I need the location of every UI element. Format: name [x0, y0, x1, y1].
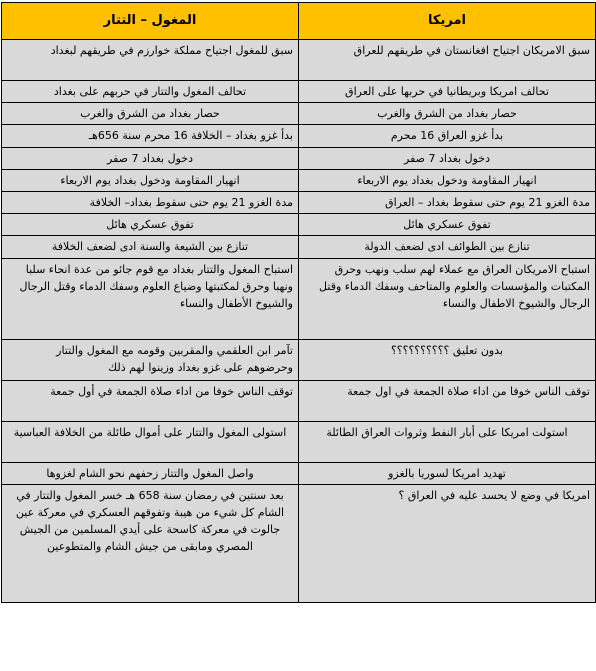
table-row: [2, 339, 596, 380]
table-row: [2, 169, 596, 191]
cell-mongols: تحالف المغول والتتار في حربهم على بغداد: [2, 81, 299, 103]
cell-mongols: سبق للمغول اجتياح مملكة خوارزم في طريقهم لبغداد: [2, 40, 299, 81]
cell-mongols: تنازع بين الشيعة والسنة ادى لضعف الخلافة: [2, 236, 299, 258]
cell-america: مدة الغزو 21 يوم حتى سقوط بغداد – العراق: [299, 192, 596, 214]
cell-america: توقف الناس خوفا من اداء صلاة الجمعة في اول جمعة: [299, 380, 596, 421]
table-row: [2, 421, 596, 462]
table-row: [2, 81, 596, 103]
table-row: [2, 380, 596, 421]
table-row: [2, 258, 596, 339]
cell-america: تنازع بين الطوائف ادى لضعف الدولة: [299, 236, 596, 258]
cell-mongols: تآمر ابن العلقمي والمقربين وقومه مع المغول والتتار وحرضوهم على غزو بغداد وزينوا لهم ذلك: [2, 339, 299, 380]
cell-mongols: استباح المغول والتتار بغداد مع قوم جائو من عدة انحاء سلبا ونهبا وحرق لمكتبتها وضياع العلوم وسفك الدماء وقتل الرجال والشيوخ الأطفال والنساء: [2, 258, 299, 339]
cell-america: بدأ غزو العراق 16 محرم: [299, 125, 596, 147]
cell-mongols: انهيار المقاومة ودخول بغداد يوم الاربعاء: [2, 169, 299, 191]
header-mongols: المغول – التتار: [2, 3, 299, 40]
table-row: [2, 147, 596, 169]
cell-america: بدون تعليق ؟؟؟؟؟؟؟؟؟؟: [299, 339, 596, 380]
table-row: [2, 40, 596, 81]
cell-mongols: بعد سنتين في رمضان سنة 658 هـ خسر المغول والتتار في الشام كل شيء من هيبة وتفوقهم العسكري في معركة عين جالوت في معركة كاسحة على أيدي المسلمين من الجيش المصري ومابقى من جيش الشام والمتطوعين: [2, 484, 299, 602]
table-row: [2, 125, 596, 147]
table-row: [2, 214, 596, 236]
cell-mongols: حصار بغداد من الشرق والغرب: [2, 103, 299, 125]
cell-mongols: توقف الناس خوفا من اداء صلاة الجمعة في أول جمعة: [2, 380, 299, 421]
cell-america: امريكا في وضع لا يحسد عليه في العراق ؟: [299, 484, 596, 602]
cell-america: استباح الامريكان العراق مع عملاء لهم سلب ونهب وحرق المكتبات والمؤسسات والعلوم والمتاحف وسفك الدماء وقتل الرجال والشيوخ الاطفال والنساء: [299, 258, 596, 339]
cell-mongols: مدة الغزو 21 يوم حتى سقوط بغداد– الخلافة: [2, 192, 299, 214]
cell-america: تحالف امريكا وبريطانيا في حربها على العراق: [299, 81, 596, 103]
cell-mongols: واصل المغول والتتار زحفهم نحو الشام لغزوها: [2, 462, 299, 484]
cell-mongols: استولى المغول والتتار على أموال طائلة من الخلافة العباسية: [2, 421, 299, 462]
cell-america: سبق الامريكان اجتياح افغانستان في طريقهم للعراق: [299, 40, 596, 81]
cell-america: حصار بغداد من الشرق والغرب: [299, 103, 596, 125]
table-row: [2, 236, 596, 258]
table-row: [2, 462, 596, 484]
cell-america: استولت امريكا على أبار النفط وثروات العراق الطائلة: [299, 421, 596, 462]
cell-america: تهديد امريكا لسوريا بالغزو: [299, 462, 596, 484]
header-america: امريكا: [299, 3, 596, 40]
table-row: [2, 103, 596, 125]
cell-america: تفوق عسكري هائل: [299, 214, 596, 236]
table-row: [2, 192, 596, 214]
comparison-table: [1, 2, 596, 603]
cell-mongols: تفوق عسكري هائل: [2, 214, 299, 236]
table-row: [2, 484, 596, 602]
cell-mongols: بدأ غزو بغداد – الخلافة 16 محرم سنة 656هـ: [2, 125, 299, 147]
cell-america: دخول بغداد 7 صفر: [299, 147, 596, 169]
header-row: [2, 3, 596, 40]
cell-mongols: دخول بغداد 7 صفر: [2, 147, 299, 169]
cell-america: انهيار المقاومة ودخول بغداد يوم الاربعاء: [299, 169, 596, 191]
